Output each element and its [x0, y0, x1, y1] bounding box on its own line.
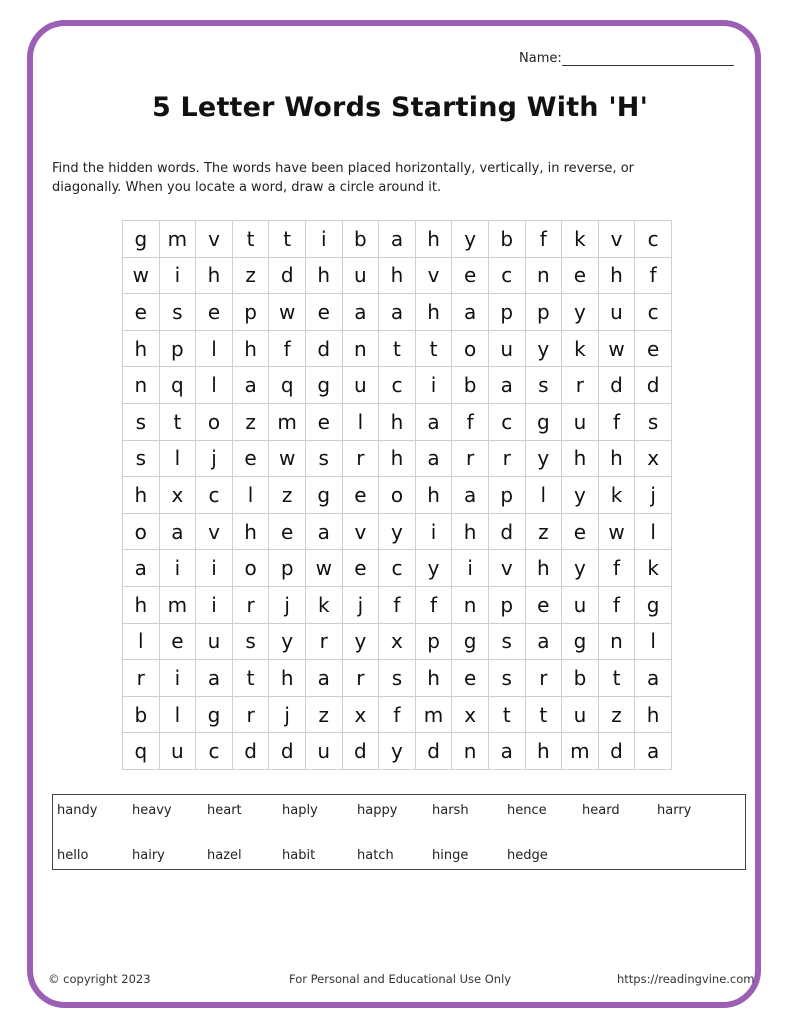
grid-cell[interactable]: p: [160, 331, 197, 368]
grid-cell[interactable]: t: [233, 221, 270, 258]
footer-url[interactable]: https://readingvine.com: [617, 972, 755, 986]
grid-cell[interactable]: c: [196, 477, 233, 514]
grid-cell[interactable]: s: [123, 404, 160, 441]
grid-cell[interactable]: l: [123, 624, 160, 661]
grid-cell[interactable]: d: [416, 733, 453, 770]
grid-cell[interactable]: s: [635, 404, 672, 441]
name-field[interactable]: [519, 51, 734, 66]
grid-cell[interactable]: k: [599, 477, 636, 514]
grid-cell[interactable]: l: [160, 441, 197, 478]
grid-cell[interactable]: h: [416, 660, 453, 697]
grid-cell[interactable]: l: [343, 404, 380, 441]
grid-cell[interactable]: r: [233, 697, 270, 734]
grid-cell[interactable]: h: [233, 331, 270, 368]
word-search-grid: [122, 220, 672, 770]
grid-cell[interactable]: j: [269, 587, 306, 624]
grid-cell[interactable]: d: [306, 331, 343, 368]
grid-cell[interactable]: a: [526, 624, 563, 661]
grid-cell[interactable]: d: [599, 367, 636, 404]
grid-cell[interactable]: q: [269, 367, 306, 404]
grid-cell[interactable]: n: [343, 331, 380, 368]
grid-cell[interactable]: w: [599, 514, 636, 551]
grid-cell[interactable]: w: [599, 331, 636, 368]
grid-cell[interactable]: a: [416, 441, 453, 478]
grid-cell[interactable]: p: [489, 294, 526, 331]
grid-cell[interactable]: n: [452, 733, 489, 770]
grid-cell[interactable]: x: [379, 624, 416, 661]
grid-cell[interactable]: e: [343, 477, 380, 514]
grid-cell[interactable]: i: [160, 660, 197, 697]
grid-cell[interactable]: i: [160, 550, 197, 587]
grid-cell[interactable]: i: [416, 367, 453, 404]
grid-cell[interactable]: k: [635, 550, 672, 587]
grid-cell[interactable]: r: [343, 441, 380, 478]
grid-cell[interactable]: s: [306, 441, 343, 478]
grid-cell[interactable]: i: [452, 550, 489, 587]
grid-cell[interactable]: g: [306, 477, 343, 514]
grid-cell[interactable]: n: [599, 624, 636, 661]
grid-cell[interactable]: a: [635, 733, 672, 770]
grid-cell[interactable]: s: [123, 441, 160, 478]
word-list-item: happy: [357, 803, 398, 818]
grid-cell[interactable]: h: [599, 258, 636, 295]
grid-cell[interactable]: w: [269, 294, 306, 331]
grid-cell[interactable]: z: [306, 697, 343, 734]
grid-cell[interactable]: a: [635, 660, 672, 697]
grid-cell[interactable]: e: [452, 660, 489, 697]
grid-cell[interactable]: p: [269, 550, 306, 587]
grid-cell[interactable]: a: [233, 367, 270, 404]
grid-cell[interactable]: n: [123, 367, 160, 404]
grid-cell[interactable]: s: [233, 624, 270, 661]
instructions: Find the hidden words. The words have been placed horizontally, vertically, in reverse, or diagonally. When you locate a word, draw a circle around it.: [52, 161, 634, 195]
grid-cell[interactable]: i: [306, 221, 343, 258]
grid-cell[interactable]: d: [233, 733, 270, 770]
grid-cell[interactable]: v: [196, 221, 233, 258]
word-list-item: hatch: [357, 848, 394, 863]
grid-cell[interactable]: a: [196, 660, 233, 697]
word-list-item: hello: [57, 848, 89, 863]
grid-cell[interactable]: l: [160, 697, 197, 734]
grid-cell[interactable]: c: [489, 258, 526, 295]
grid-cell[interactable]: g: [123, 221, 160, 258]
grid-cell[interactable]: v: [196, 514, 233, 551]
grid-cell[interactable]: y: [343, 624, 380, 661]
grid-cell[interactable]: f: [379, 587, 416, 624]
grid-cell[interactable]: x: [160, 477, 197, 514]
grid-cell[interactable]: y: [562, 550, 599, 587]
grid-cell[interactable]: p: [233, 294, 270, 331]
grid-cell[interactable]: a: [343, 294, 380, 331]
grid-cell[interactable]: p: [416, 624, 453, 661]
grid-cell[interactable]: b: [452, 367, 489, 404]
grid-cell[interactable]: d: [599, 733, 636, 770]
grid-cell[interactable]: h: [123, 477, 160, 514]
grid-cell[interactable]: t: [599, 660, 636, 697]
grid-cell[interactable]: f: [599, 550, 636, 587]
grid-cell[interactable]: s: [489, 660, 526, 697]
grid-cell[interactable]: g: [452, 624, 489, 661]
word-list-item: handy: [57, 803, 98, 818]
grid-cell[interactable]: f: [269, 331, 306, 368]
grid-cell[interactable]: h: [526, 550, 563, 587]
grid-cell[interactable]: v: [489, 550, 526, 587]
grid-cell[interactable]: a: [489, 733, 526, 770]
grid-cell[interactable]: f: [379, 697, 416, 734]
grid-cell[interactable]: h: [416, 221, 453, 258]
grid-cell[interactable]: s: [489, 624, 526, 661]
grid-cell[interactable]: z: [269, 477, 306, 514]
grid-cell[interactable]: y: [269, 624, 306, 661]
grid-cell[interactable]: h: [635, 697, 672, 734]
footer-usage: For Personal and Educational Use Only: [289, 972, 512, 986]
grid-cell[interactable]: z: [599, 697, 636, 734]
grid-cell[interactable]: m: [269, 404, 306, 441]
grid-cell[interactable]: b: [489, 221, 526, 258]
grid-cell[interactable]: z: [233, 258, 270, 295]
grid-cell[interactable]: a: [489, 367, 526, 404]
word-list-item: heard: [582, 803, 620, 818]
grid-cell[interactable]: f: [416, 587, 453, 624]
word-list-item: hedge: [507, 848, 548, 863]
grid-cell[interactable]: e: [123, 294, 160, 331]
grid-cell[interactable]: u: [160, 733, 197, 770]
grid-cell[interactable]: y: [562, 294, 599, 331]
word-list-item: hazel: [207, 848, 242, 863]
grid-cell[interactable]: q: [160, 367, 197, 404]
grid-cell[interactable]: h: [416, 294, 453, 331]
grid-cell[interactable]: h: [562, 441, 599, 478]
footer-copyright: © copyright 2023: [48, 972, 151, 986]
grid-cell[interactable]: u: [489, 331, 526, 368]
grid-cell[interactable]: e: [343, 550, 380, 587]
name-blank-line[interactable]: [562, 51, 734, 66]
grid-cell[interactable]: u: [599, 294, 636, 331]
grid-cell[interactable]: x: [452, 697, 489, 734]
grid-cell[interactable]: o: [452, 331, 489, 368]
word-list-item: heart: [207, 803, 242, 818]
grid-cell[interactable]: l: [196, 331, 233, 368]
grid-cell[interactable]: a: [416, 404, 453, 441]
grid-cell[interactable]: r: [452, 441, 489, 478]
grid-cell[interactable]: y: [452, 221, 489, 258]
grid-cell[interactable]: x: [635, 441, 672, 478]
grid-cell[interactable]: e: [562, 514, 599, 551]
grid-cell[interactable]: g: [562, 624, 599, 661]
grid-cell[interactable]: e: [269, 514, 306, 551]
grid-cell[interactable]: r: [489, 441, 526, 478]
grid-cell[interactable]: o: [196, 404, 233, 441]
grid-cell[interactable]: u: [562, 697, 599, 734]
grid-cell[interactable]: o: [123, 514, 160, 551]
grid-cell[interactable]: e: [526, 587, 563, 624]
grid-cell[interactable]: s: [526, 367, 563, 404]
grid-cell[interactable]: t: [526, 697, 563, 734]
grid-cell[interactable]: h: [306, 258, 343, 295]
grid-cell[interactable]: u: [562, 404, 599, 441]
grid-cell[interactable]: u: [306, 733, 343, 770]
grid-cell[interactable]: l: [635, 624, 672, 661]
grid-cell[interactable]: e: [233, 441, 270, 478]
grid-cell[interactable]: t: [416, 331, 453, 368]
grid-cell[interactable]: c: [635, 294, 672, 331]
grid-cell[interactable]: t: [160, 404, 197, 441]
grid-cell[interactable]: p: [526, 294, 563, 331]
grid-cell[interactable]: e: [306, 404, 343, 441]
grid-cell[interactable]: w: [123, 258, 160, 295]
grid-cell[interactable]: h: [526, 733, 563, 770]
grid-cell[interactable]: y: [526, 441, 563, 478]
grid-cell[interactable]: a: [379, 221, 416, 258]
grid-cell[interactable]: d: [269, 258, 306, 295]
grid-cell[interactable]: e: [160, 624, 197, 661]
grid-cell[interactable]: m: [416, 697, 453, 734]
grid-cell[interactable]: a: [123, 550, 160, 587]
word-list-item: hinge: [432, 848, 469, 863]
grid-cell[interactable]: a: [452, 294, 489, 331]
word-list-item: haply: [282, 803, 318, 818]
grid-cell[interactable]: e: [452, 258, 489, 295]
grid-cell[interactable]: i: [196, 587, 233, 624]
grid-cell[interactable]: v: [416, 258, 453, 295]
grid-cell[interactable]: a: [160, 514, 197, 551]
grid-cell[interactable]: u: [562, 587, 599, 624]
grid-cell[interactable]: j: [343, 587, 380, 624]
grid-cell[interactable]: e: [635, 331, 672, 368]
grid-cell[interactable]: y: [526, 331, 563, 368]
grid-cell[interactable]: r: [123, 660, 160, 697]
grid-cell[interactable]: r: [343, 660, 380, 697]
word-list-item: harry: [657, 803, 692, 818]
grid-cell[interactable]: s: [160, 294, 197, 331]
grid-cell[interactable]: j: [635, 477, 672, 514]
grid-cell[interactable]: u: [196, 624, 233, 661]
grid-cell[interactable]: k: [306, 587, 343, 624]
grid-cell[interactable]: j: [196, 441, 233, 478]
grid-cell[interactable]: h: [379, 404, 416, 441]
grid-cell[interactable]: h: [123, 331, 160, 368]
grid-cell[interactable]: u: [343, 367, 380, 404]
grid-cell[interactable]: r: [562, 367, 599, 404]
grid-cell[interactable]: i: [196, 550, 233, 587]
page-title: 5 Letter Words Starting With 'H': [151, 92, 649, 123]
grid-cell[interactable]: d: [269, 733, 306, 770]
grid-cell[interactable]: f: [452, 404, 489, 441]
word-list-item: habit: [282, 848, 316, 863]
grid-cell[interactable]: l: [635, 514, 672, 551]
grid-cell[interactable]: y: [379, 733, 416, 770]
grid-cell[interactable]: b: [343, 221, 380, 258]
grid-cell[interactable]: f: [599, 404, 636, 441]
grid-cell[interactable]: h: [233, 514, 270, 551]
grid-cell[interactable]: a: [379, 294, 416, 331]
grid-cell[interactable]: c: [196, 733, 233, 770]
grid-cell[interactable]: y: [416, 550, 453, 587]
grid-cell[interactable]: g: [306, 367, 343, 404]
grid-cell[interactable]: k: [562, 221, 599, 258]
grid-cell[interactable]: e: [562, 258, 599, 295]
grid-cell[interactable]: h: [379, 441, 416, 478]
name-label: Name:: [519, 51, 562, 66]
grid-cell[interactable]: v: [599, 221, 636, 258]
grid-cell[interactable]: t: [269, 221, 306, 258]
grid-cell[interactable]: m: [160, 587, 197, 624]
grid-cell[interactable]: n: [452, 587, 489, 624]
grid-cell[interactable]: f: [599, 587, 636, 624]
grid-cell[interactable]: c: [379, 550, 416, 587]
grid-cell[interactable]: d: [489, 514, 526, 551]
grid-cell[interactable]: r: [233, 587, 270, 624]
grid-cell[interactable]: e: [196, 294, 233, 331]
grid-cell[interactable]: c: [635, 221, 672, 258]
grid-cell[interactable]: y: [379, 514, 416, 551]
grid-cell[interactable]: h: [416, 477, 453, 514]
grid-cell[interactable]: b: [562, 660, 599, 697]
grid-cell[interactable]: i: [160, 258, 197, 295]
grid-cell[interactable]: a: [306, 660, 343, 697]
grid-cell[interactable]: w: [269, 441, 306, 478]
grid-cell[interactable]: m: [562, 733, 599, 770]
grid-cell[interactable]: l: [196, 367, 233, 404]
grid-cell[interactable]: a: [306, 514, 343, 551]
grid-cell[interactable]: h: [379, 258, 416, 295]
grid-cell[interactable]: k: [562, 331, 599, 368]
grid-cell[interactable]: a: [452, 477, 489, 514]
grid-cell[interactable]: h: [196, 258, 233, 295]
grid-cell[interactable]: t: [233, 660, 270, 697]
grid-cell[interactable]: g: [196, 697, 233, 734]
grid-cell[interactable]: b: [123, 697, 160, 734]
grid-cell[interactable]: g: [635, 587, 672, 624]
grid-cell[interactable]: c: [489, 404, 526, 441]
grid-cell[interactable]: r: [306, 624, 343, 661]
grid-cell[interactable]: n: [526, 258, 563, 295]
grid-cell[interactable]: h: [599, 441, 636, 478]
grid-cell[interactable]: h: [269, 660, 306, 697]
word-list-item: harsh: [432, 803, 469, 818]
grid-cell[interactable]: g: [526, 404, 563, 441]
grid-cell[interactable]: p: [489, 587, 526, 624]
grid-cell[interactable]: h: [452, 514, 489, 551]
grid-cell[interactable]: c: [379, 367, 416, 404]
grid-cell[interactable]: v: [343, 514, 380, 551]
grid-cell[interactable]: o: [379, 477, 416, 514]
grid-cell[interactable]: t: [379, 331, 416, 368]
word-list-item: hence: [507, 803, 547, 818]
grid-cell[interactable]: l: [526, 477, 563, 514]
grid-cell[interactable]: h: [123, 587, 160, 624]
grid-cell[interactable]: e: [306, 294, 343, 331]
grid-cell[interactable]: u: [343, 258, 380, 295]
grid-cell[interactable]: x: [343, 697, 380, 734]
grid-cell[interactable]: o: [233, 550, 270, 587]
grid-cell[interactable]: l: [233, 477, 270, 514]
word-list-item: heavy: [132, 803, 172, 818]
grid-cell[interactable]: f: [526, 221, 563, 258]
grid-cell[interactable]: t: [489, 697, 526, 734]
grid-cell[interactable]: m: [160, 221, 197, 258]
grid-cell[interactable]: z: [233, 404, 270, 441]
grid-cell[interactable]: q: [123, 733, 160, 770]
grid-cell[interactable]: j: [269, 697, 306, 734]
word-list-box: [52, 794, 746, 870]
grid-cell[interactable]: r: [526, 660, 563, 697]
grid-cell[interactable]: i: [416, 514, 453, 551]
grid-cell[interactable]: w: [306, 550, 343, 587]
grid-cell[interactable]: f: [635, 258, 672, 295]
word-list-item: hairy: [132, 848, 165, 863]
grid-cell[interactable]: d: [635, 367, 672, 404]
grid-cell[interactable]: z: [526, 514, 563, 551]
grid-cell[interactable]: s: [379, 660, 416, 697]
grid-cell[interactable]: d: [343, 733, 380, 770]
grid-cell[interactable]: p: [489, 477, 526, 514]
grid-cell[interactable]: y: [562, 477, 599, 514]
